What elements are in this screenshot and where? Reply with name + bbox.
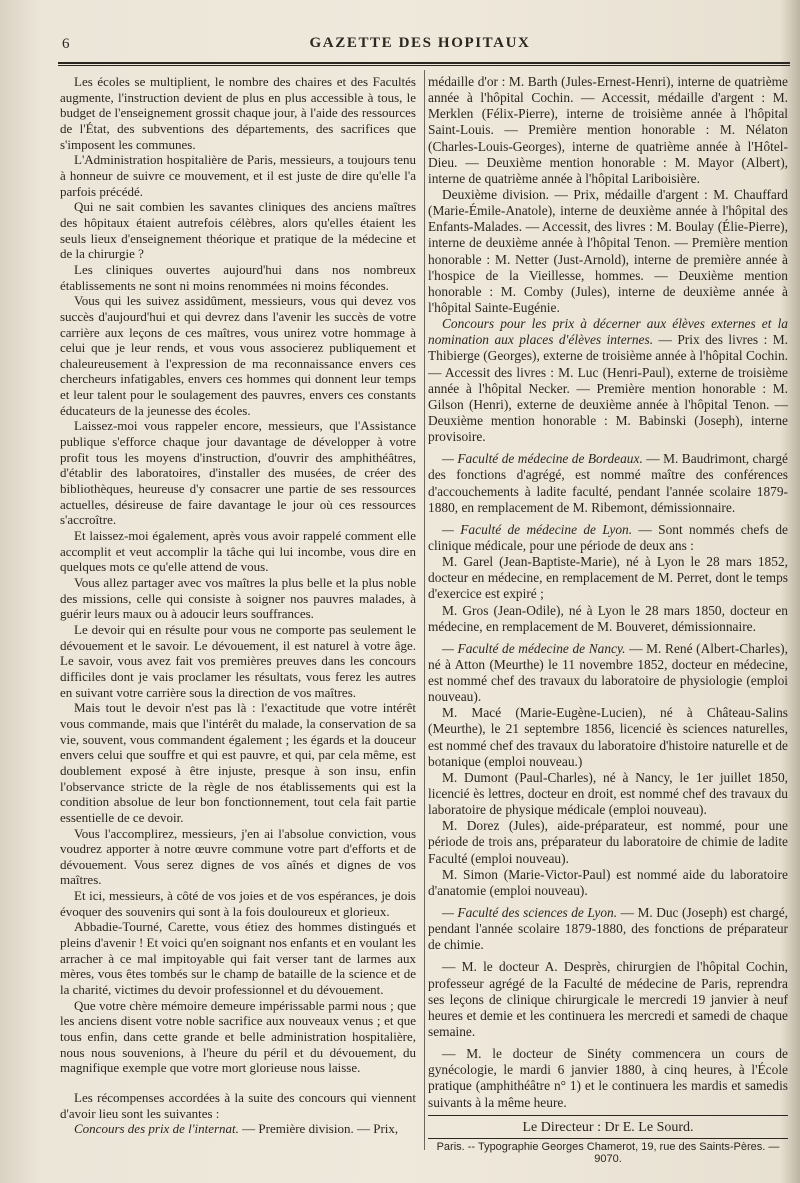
paragraph: Deuxième division. — Prix, médaille d'argent : M. Chauffard (Marie-Émile-Anatole), interne de deuxième année à l'hôpital des Enfants-Malades. — Accessit, des livres : M. Boulay (Élie-Pierre), interne de deuxième année à l'hôpital Tenon. — Première mention honorable : M. Netter (Just-Arnold), interne de première année à l'hospice de la Vieillesse, hommes. — Deuxième mention honorable : M. Comby (Jules), interne de deuxième année à l'hôpital Sainte-Eugénie. — [428, 186, 788, 315]
paragraph: Vous qui les suivez assidûment, messieurs, vous qui devez vos succès d'aujourd'hui et qui devrez dans l'avenir les succès de votre carrière aux leçons de ces maîtres, vous unirez votre hommage à celui que je leur rends, et vous vous associerez publiquement et chaleureusement à l'expression de ma reconnaissance envers ces chercheurs infatigables, envers ces hommes qui donnent leur temps et leur talent pour le soulagement des pauvres, envers ces constants éducateurs de la jeunesse des écoles. — [60, 293, 416, 418]
paragraph-lyon — [428, 522, 788, 554]
paragraph: Vous l'accomplirez, messieurs, j'en ai l'absolue conviction, vous voudrez apporter à notre œuvre commune votre part d'efforts et de dévouement. Vous serez dignes de vos aînés et dignes de vos maîtres. — [60, 825, 416, 888]
running-title: GAZETTE DES HOPITAUX — [309, 35, 531, 51]
footer-rule — [428, 1115, 788, 1116]
printer-imprint: Paris. -- Typographie Georges Chamerot, 19, rue des Saints-Pères. — 9070. — [436, 1141, 780, 1165]
paragraph: M. Garel (Jean-Baptiste-Marie), né à Lyon le 28 mars 1852, docteur en médecine, en remplacement de M. Perret, dont le temps d'exercice est expiré ; — [428, 554, 788, 602]
paragraph: Les écoles se multiplient, le nombre des chaires et des Facultés augmente, l'instruction devient de plus en plus accessible à tous, le budget de l'enseignement grossit chaque jour, à l'aide des ressources de l'État, des subventions des départements, des sacrifices que s'imposent les communes. — [60, 74, 416, 152]
paragraph: Abbadie-Tourné, Carette, vous étiez des hommes distingués et pleins d'avenir ! Et voici qu'en soignant nos enfants et en voulant les arracher à ce mal impitoyable qui fait verser tant de larmes aux mères, vous êtes tombés sur le champ de bataille de la science et de la charité, victimes du devoir professionnel et du dévouement. — [60, 919, 416, 998]
paragraph: Mais tout le devoir n'est pas là : l'exactitude que votre intérêt vous commande, mais que l'intérêt du malade, la conservation de sa vie, souvent, vous commandent également ; les égards et la douceur envers celui que souffre et qui est pauvre, et qui, par cela même, est doublement exposé à être injuste, presque à son insu, enfin l'observance stricte de la règle de nos établissements qui est la condition absolue de leur bon fonctionnement, tout cela fait partie essentielle de ce devoir. — [60, 700, 416, 825]
paragraph-sciences-lyon — [428, 905, 788, 953]
section-heading: — Faculté de médecine de Bordeaux. — [442, 451, 643, 467]
section-heading: — Faculté des sciences de Lyon. — [442, 905, 618, 921]
paragraph: M. Dorez (Jules), aide-préparateur, est nommé, pour une période de trois ans, préparateur du laboratoire de chimie de ladite Faculté (emploi nouveau). — [428, 818, 788, 866]
section-text: — Prix des livres : M. Thibierge (Georges), externe de troisième année à l'hôpital Cochin. — Accessit des livres : M. Luc (Henri-Paul), externe de troisième année à l'hôpital Necker. — Première mention honorable : M. Gilson (Henri), externe de deuxième année à l'hôpital Tenon. — Deuxième mention honorable : M. Babinski (Joseph), interne provisoire. — [428, 332, 788, 445]
section-text: — M. Baudrimont, chargé des fonctions d'agrégé, est nommé maître des conférences d'accouchements à ladite faculté, pendant l'année scolaire 1879-1880, en remplacement de M. Ribemont, démissionnaire. — [428, 451, 788, 515]
paragraph-concours-internat — [60, 1121, 416, 1137]
paragraph: médaille d'or : M. Barth (Jules-Ernest-Henri), interne de quatrième année à l'hôpital Cochin. — Accessit, médaille d'argent : M. Merklen (Félix-Pierre), interne de troisième année à l'hôpital Saint-Louis. — Première mention honorable : M. Nélaton (Charles-Louis-Georges), interne de quatrième année à l'Hôtel-Dieu. — Deuxième mention honorable : M. Mayor (Albert), interne de quatrième année à l'hôpital Lariboisière. — [428, 74, 788, 186]
imprint-rule — [428, 1138, 788, 1139]
section-heading: Concours pour les prix à décerner aux élèves externes et la nomination aux places d'élèves internes. — [428, 316, 788, 348]
section-heading: Concours des prix de l'internat. — [74, 1121, 239, 1137]
section-heading: — Faculté de médecine de Nancy. — [442, 640, 626, 656]
paragraph: Vous allez partager avec vos maîtres la plus belle et la plus noble des missions, celle qui consiste à soigner nos pauvres malades, à guérir leurs maux ou à adoucir leurs souffrances. — [60, 575, 416, 622]
paragraph: Le devoir qui en résulte pour vous ne comporte pas seulement le dévouement et le savoir. Le dévouement, il est naturel à votre âge. Le savoir, vous avez fait vos premières preuves dans les concours difficiles dont je vais proclamer les résultats, vous ferez les autres en suivant votre carrière sous la direction de vos maîtres. — [60, 621, 416, 700]
section-heading: — Faculté de médecine de Lyon. — [442, 521, 633, 537]
section-text: — Première division. — Prix, — [238, 1121, 399, 1137]
paragraph: M. Gros (Jean-Odile), né à Lyon le 28 mars 1850, docteur en médecine, en remplacement de M. Bouveret, démissionnaire. — [428, 602, 788, 634]
page-number: 6 — [62, 36, 70, 52]
section-text: — Sont nommés chefs de clinique médicale, pour une période de deux ans : — [428, 521, 788, 553]
paragraph-bordeaux — [428, 451, 788, 516]
section-text: — M. Duc (Joseph) est chargé, pendant l'année scolaire 1879-1880, des fonctions de préparateur de chimie. — [428, 905, 788, 953]
paragraph-nancy — [428, 641, 788, 706]
paragraph: M. Macé (Marie-Eugène-Lucien), né à Château-Salins (Meurthe), le 21 septembre 1856, licencié ès sciences naturelles, est nommé chef des travaux du laboratoire d'histoire naturelle et de botanique (emploi nouveau.) — [428, 705, 788, 769]
paragraph: M. Simon (Marie-Victor-Paul) est nommé aide du laboratoire d'anatomie (emploi nouveau). — [428, 866, 788, 898]
column-divider — [424, 70, 425, 1150]
paragraph: Les cliniques ouvertes aujourd'hui dans nos nombreux établissements ne sont ni moins renommées ni moins fécondes. — [60, 261, 416, 293]
paragraph: Qui ne sait combien les savantes cliniques des anciens maîtres des hôpitaux étaient autrefois célèbres, alors qu'elles étaient les seuls lieux d'enseignement théorique et pratique de la médecine et de la chirurgie ? — [60, 199, 416, 262]
paragraph: Laissez-moi vous rappeler encore, messieurs, que l'Assistance publique s'efforce chaque jour davantage de développer à votre profit tous les moyens d'instruction, d'ouvrir des amphithéâtres, d'établir des laboratoires, d'installer des musées, de créer des bibliothèques, heureuse d'y consacrer une partie de ses ressources actuelles, désireuse de faire davantage le jour où ces ressources s'accroître. — [60, 418, 416, 528]
paragraph: Et laissez-moi également, après vous avoir rappelé comment elle accomplit et veut accomplir la tâche qui lui incombe, vous dire en quelques mots ce qu'elle attend de vous. — [60, 528, 416, 575]
paragraph: M. Dumont (Paul-Charles), né à Nancy, le 1er juillet 1850, licencié ès lettres, docteur en droit, est nommé chef des travaux du laboratoire de physique médicale (emploi nouveau). — [428, 769, 788, 818]
director-signature: Le Directeur : Dr E. Le Sourd. — [522, 1120, 694, 1135]
header-rule — [58, 62, 790, 64]
paragraph: L'Administration hospitalière de Paris, messieurs, a toujours tenu à honneur de suivre ce mouvement, et il est juste de dire qu'elle l'a parfois précédé. — [60, 152, 416, 199]
paragraph-externes — [428, 316, 788, 445]
right-column — [428, 74, 788, 1111]
paragraph-despres: — M. le docteur A. Desprès, chirurgien de l'hôpital Cochin, professeur agrégé de la Faculté de médecine de Paris, reprendra ses leçons de clinique chirurgicale le mercredi 19 janvier à neuf heures et demie et les continuera les mercredi et samedi de chaque semaine. — [428, 959, 788, 1040]
paragraph: Que votre chère mémoire demeure impérissable parmi nous ; que les anciens disent votre noble sacrifice aux nouveaux venus ; et que tous enfin, dans cette grande et belle administration hospitalière, nous nous souvenions, à l'heure du péril et du dévouement, du magnifique exemple que votre mort glorieuse nous laisse. — [60, 997, 416, 1076]
paragraph: Les récompenses accordées à la suite des concours qui viennent d'avoir lieu sont les suivantes : — [60, 1090, 416, 1121]
paragraph: Et ici, messieurs, à côté de vos joies et de vos espérances, je dois évoquer des souvenirs qui sont à la fois douloureux et glorieux. — [60, 888, 416, 919]
page-header — [50, 34, 790, 56]
paragraph-sinety: — M. le docteur de Sinéty commencera un cours de gynécologie, le mardi 6 janvier 1880, à cinq heures, à l'École pratique (amphithéâtre n° 1) et le continuera les mardis et samedis suivants à la même heure. — [428, 1046, 788, 1110]
header-rule-thin — [58, 65, 790, 66]
section-text: — M. René (Albert-Charles), né à Atton (Meurthe) le 11 novembre 1852, docteur en médecine, est nommé chef des travaux du laboratoire de physiologie (emploi nouveau). — [428, 640, 788, 705]
left-column — [60, 74, 416, 1137]
